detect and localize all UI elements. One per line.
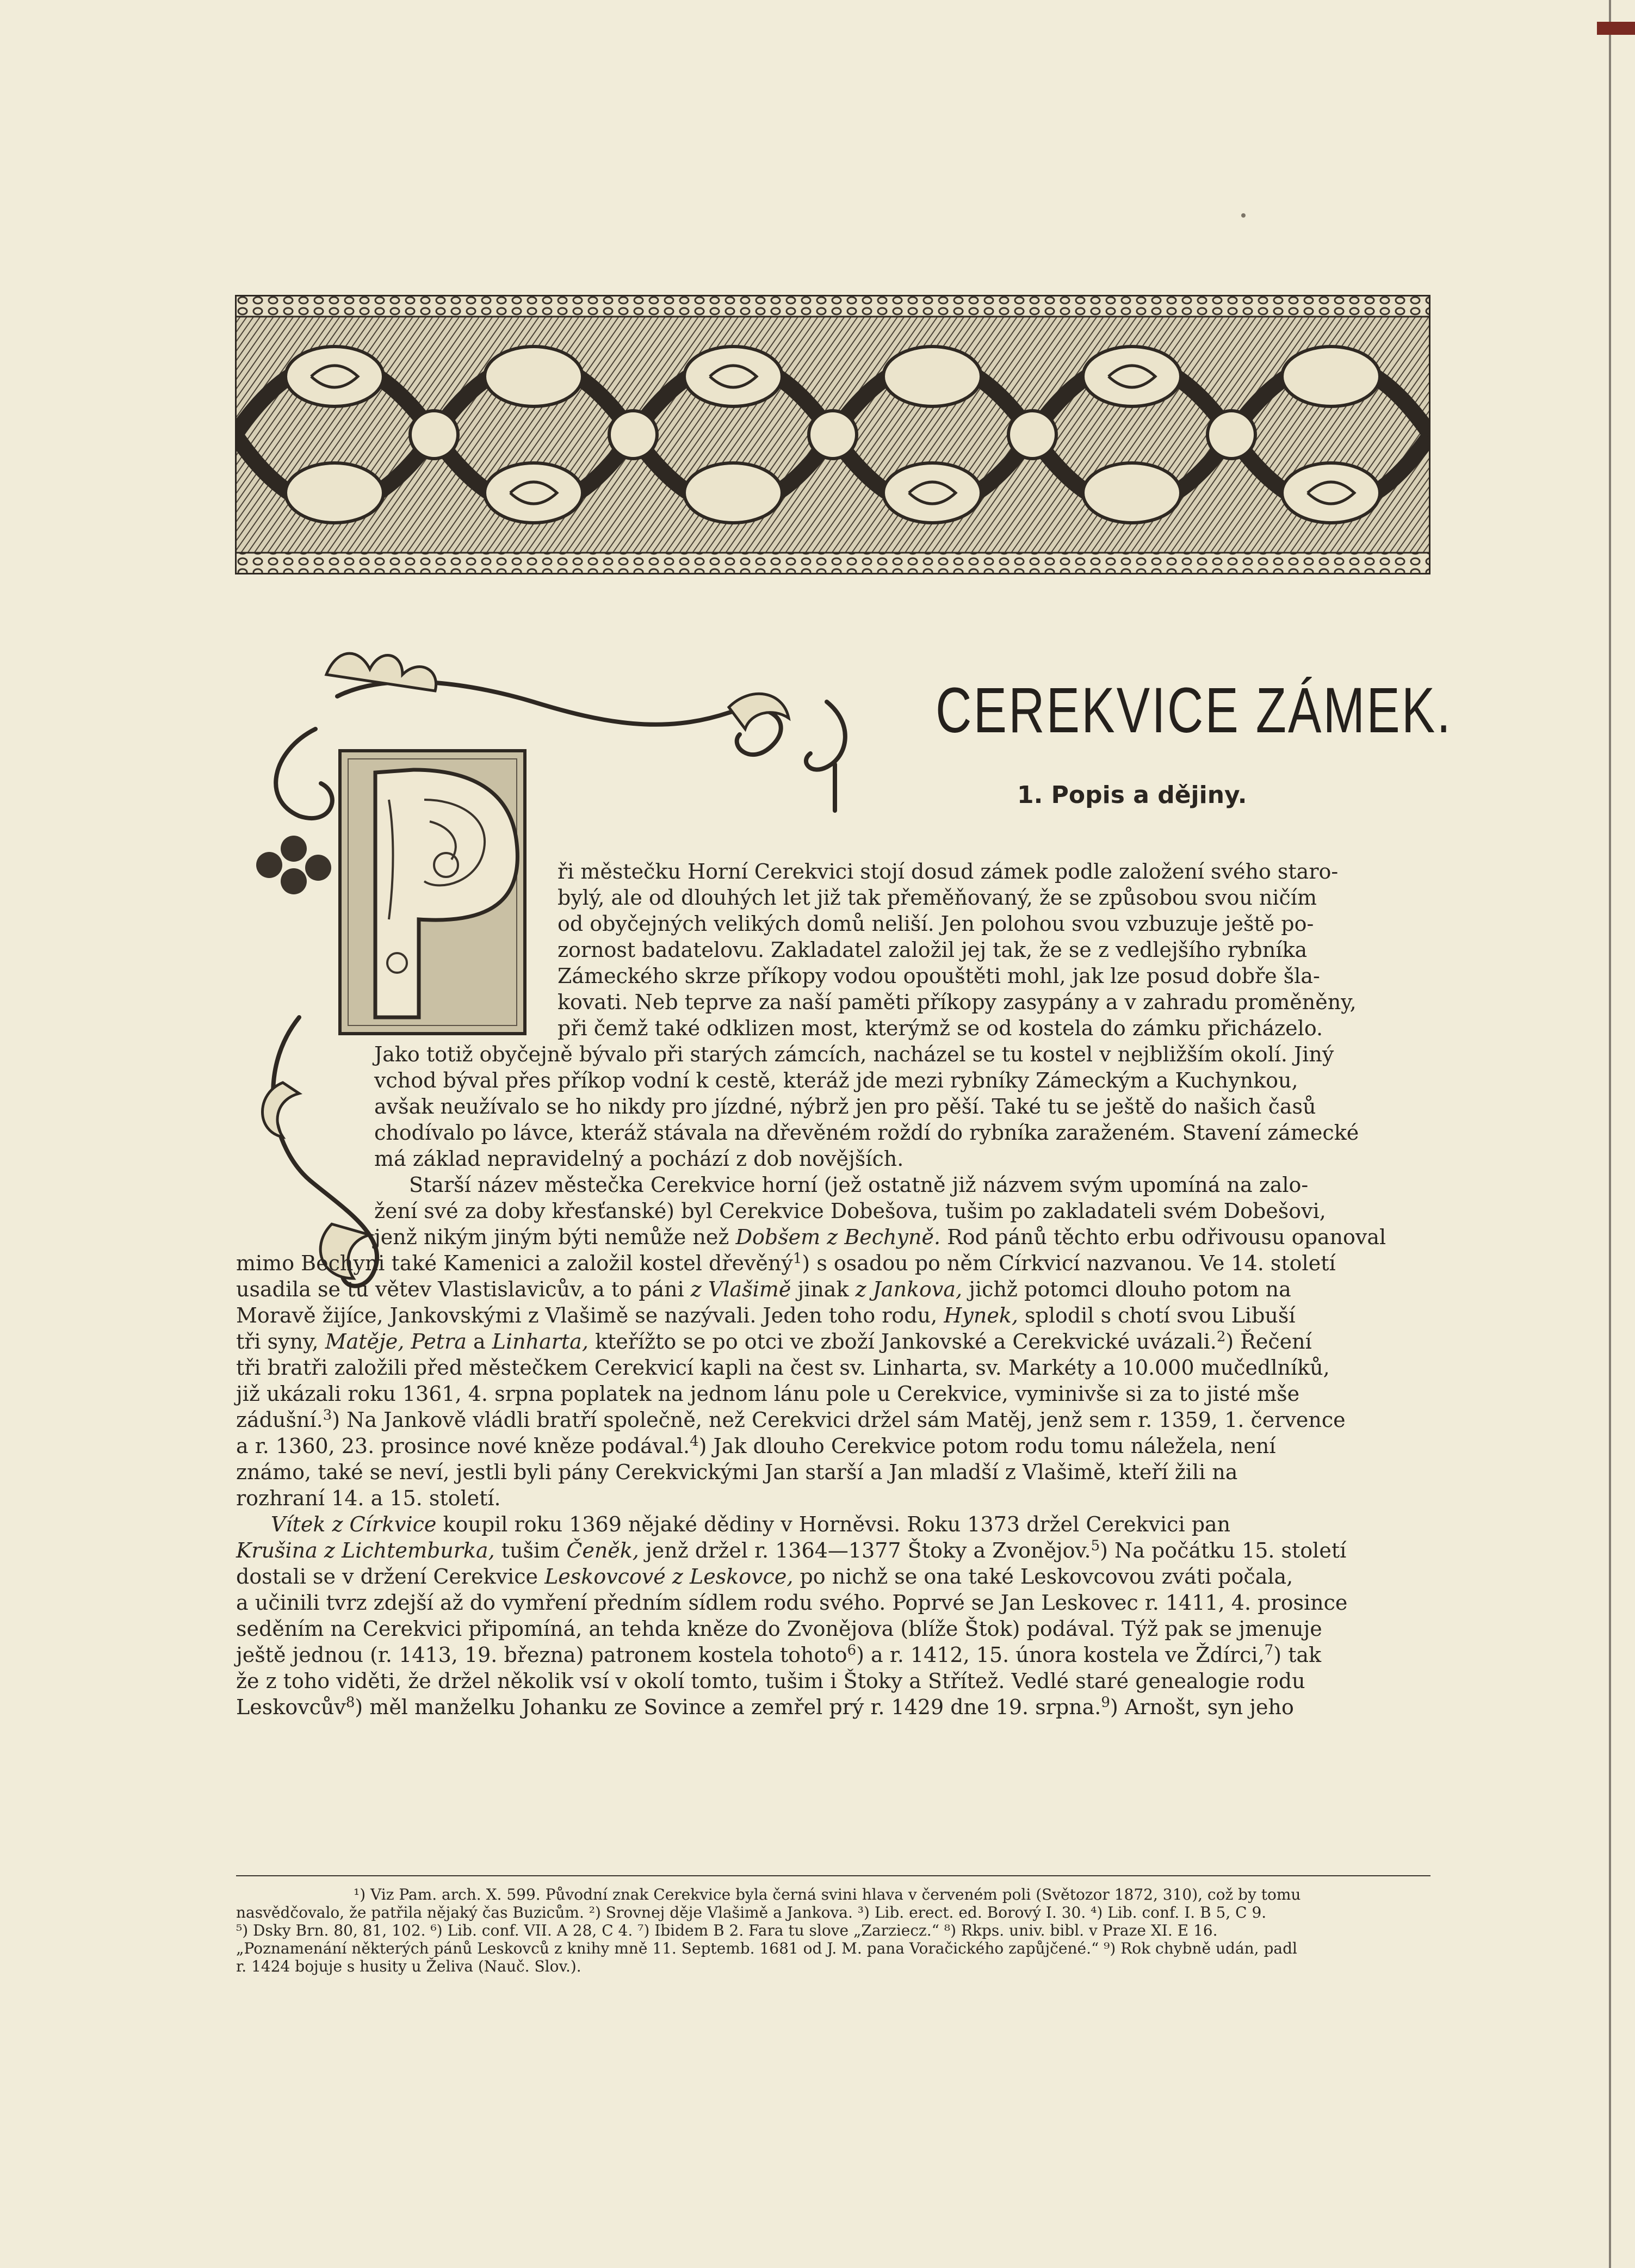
text-line: Jako totiž obyčejně bývalo při starých zámcích, nacházel se tu kostel v nejbližším okolí. Jiný — [374, 1042, 1334, 1066]
footnote-line: ⁵) Dsky Brn. 80, 81, 102. ⁶) Lib. conf. VII. A 28, C 4. ⁷) Ibidem B 2. Fara tu slove „Zarziecz.“ ⁸) Rkps. univ. bibl. v Praze XI. E 16. — [236, 1921, 1218, 1939]
text-run: tušim — [494, 1538, 567, 1562]
text-run: dostali se v držení Cerekvice — [236, 1565, 545, 1589]
text-line — [236, 1694, 1294, 1720]
text-line — [236, 1302, 1296, 1328]
page-edge — [1609, 0, 1611, 2268]
text-line: Starší název městečka Cerekvice horní (jež ostatně již názvem svým upomíná na zalo- — [409, 1173, 1309, 1197]
italic-name: Hynek, — [944, 1303, 1018, 1327]
text-run: jichž potomci dlouho potom na — [962, 1277, 1291, 1301]
text-line: od obyčejných velikých domů neliší. Jen polohou svou vzbuzuje ještě po- — [558, 912, 1314, 936]
text-line: známo, také se neví, jestli byli pány Cerekvickými Jan starší a Jan mladší z Vlašimě, kteří žili na — [236, 1460, 1238, 1484]
text-line: při čemž také odklizen most, kterýmž se od kostela do zámku přicházelo. — [558, 1016, 1323, 1040]
text-run: jenž držel r. 1364—1377 Štoky a Zvonějov. — [639, 1538, 1091, 1562]
text-run: ještě jednou (r. 1413, 19. března) patronem kostela tohoto — [236, 1643, 847, 1667]
text-run: po nichž se ona také Leskovcovou zváti počala, — [793, 1565, 1293, 1589]
text-run: Rod pánů těchto erbu odřivousu opanoval — [940, 1225, 1386, 1249]
text-line — [271, 1511, 1230, 1537]
text-line: kovati. Neb teprve za naší paměti příkopy zasypány a v zahradu proměněny, — [558, 990, 1357, 1014]
text-line — [236, 1407, 1346, 1433]
text-line: ři městečku Horní Cerekvici stojí dosud zámek podle založení svého staro- — [558, 860, 1339, 883]
text-run: tři syny, — [236, 1330, 325, 1354]
section-heading: 1. Popis a dějiny. — [1017, 781, 1247, 809]
text-line: a učinili tvrz zdejší až do vymření předním sídlem rodu svého. Poprvé se Jan Leskovec r. 1411, 4. prosince — [236, 1591, 1348, 1615]
italic-name: z Vlašimě — [690, 1277, 791, 1301]
footnote-line: nasvědčovalo, že patřila nějaký čas Buzicům. ²) Srovnej děje Vlašimě a Jankova. ³) Lib. erect. ed. Borový I. 30. ⁴) Lib. conf. I. B 5, C 9. — [236, 1904, 1267, 1921]
text-run: ) Jak dlouho Cerekvice potom rodu tomu náležela, není — [698, 1434, 1276, 1458]
italic-name: Leskovcové z Leskovce, — [544, 1565, 794, 1589]
text-line — [236, 1642, 1321, 1668]
text-line: Zámeckého skrze příkopy vodou opouštěti mohl, jak lze posud dobře šla- — [558, 964, 1320, 988]
footnote-line: ¹) Viz Pam. arch. X. 599. Původní znak Cerekvice byla černá svini hlava v červeném poli (Světozor 1872, 310), což by tomu — [354, 1886, 1301, 1904]
text-line — [236, 1250, 1336, 1276]
text-line — [236, 1537, 1346, 1564]
speck — [1241, 213, 1246, 218]
text-line: vchod býval přes příkop vodní k cestě, kteráž jde mezi rybníky Zámeckým a Kuchynkou, — [374, 1068, 1298, 1092]
text-line — [236, 1433, 1275, 1459]
text-run: usadila se tu větev Vlastislavicův, a to páni — [236, 1277, 691, 1301]
text-line — [236, 1276, 1291, 1302]
text-run: zádušní. — [236, 1408, 323, 1432]
text-line: seděním na Cerekvici připomíná, an tehda kněze do Zvonějova (blíže Štok) podával. Týž pak se jmenuje — [236, 1617, 1322, 1641]
text-line: že z toho viděti, že držel několik vsí v okolí tomto, tušim i Štoky a Střítež. Vedlé staré genealogie rodu — [236, 1669, 1305, 1693]
footnote-ref: 8 — [345, 1694, 355, 1711]
footnote-ref: 3 — [323, 1407, 332, 1424]
page-title: CEREKVICE ZÁMEK. — [936, 675, 1453, 746]
text-line: již ukázali roku 1361, 4. srpna poplatek na jednom lánu pole u Cerekvice, vyminivše si za to jisté mše — [236, 1382, 1300, 1406]
footnote-ref: 5 — [1091, 1537, 1100, 1554]
footnote-ref: 4 — [690, 1433, 699, 1450]
ribbon-marker — [1597, 22, 1635, 35]
text-line: bylý, ale od dlouhých let již tak přeměňovaný, že se způsobou svou ničím — [558, 886, 1317, 910]
arabesque-border-icon — [235, 295, 1430, 574]
text-run: ) Na Jankově vládli bratří společně, než Cerekvici držel sám Matěj, jenž sem r. 1359, 1. července — [332, 1408, 1346, 1432]
footnote-line: „Poznamenání některých pánů Leskovců z knihy mně 11. Septemb. 1681 od J. M. pana Voračického zapůjčené.“ ⁹) Rok chybně udán, padl — [236, 1939, 1297, 1957]
text-run: Moravě žijíce, Jankovskými z Vlašimě se nazývali. Jeden toho rodu, — [236, 1303, 944, 1327]
text-line — [236, 1564, 1293, 1590]
text-line: žení své za doby křesťanské) byl Cerekvice Dobešova, tušim po zakladateli svém Dobešovi, — [374, 1199, 1326, 1223]
text-run: mimo Bechyni také Kamenici a založil kostel dřevěný — [236, 1251, 793, 1275]
footnote-ref: 9 — [1101, 1694, 1110, 1711]
italic-name: Krušina z Lichtemburka, — [236, 1538, 495, 1562]
text-run: jinak — [791, 1277, 856, 1301]
text-run: ) Arnošt, syn jeho — [1110, 1695, 1294, 1719]
text-run: splodil s chotí svou Libuší — [1018, 1303, 1296, 1327]
text-run: ) tak — [1273, 1643, 1322, 1667]
text-run: a r. 1360, 23. prosince nové kněze podával. — [236, 1434, 690, 1458]
text-line: avšak neužívalo se ho nikdy pro jízdné, nýbrž jen pro pěší. Také tu se ještě do našich časů — [374, 1095, 1316, 1118]
text-line: tři bratři založili před městečkem Cerekvicí kapli na čest sv. Linharta, sv. Markéty a 10.000 mučedlníků, — [236, 1356, 1330, 1380]
footnote-line: r. 1424 bojuje s husity u Želiva (Nauč. Slov.). — [236, 1957, 581, 1975]
text-line: chodívalo po lávce, kteráž stávala na dřevěném roždí do rybníka zaraženém. Stavení zámecké — [374, 1121, 1359, 1145]
italic-name: Čeněk, — [566, 1538, 639, 1562]
text-run: Leskovcův — [236, 1695, 346, 1719]
footnote-ref: 7 — [1264, 1642, 1274, 1659]
footnote-ref: 1 — [792, 1250, 802, 1267]
footnote-ref: 2 — [1216, 1328, 1226, 1345]
text-line: rozhraní 14. a 15. století. — [236, 1486, 501, 1510]
text-line: má základ nepravidelný a pochází z dob novějších. — [374, 1147, 904, 1171]
text-run: a — [466, 1330, 492, 1354]
italic-name: Linharta, — [492, 1330, 589, 1354]
text-run: jenž nikým jiným býti nemůže než — [374, 1225, 736, 1249]
text-run: ) s osadou po něm Církvicí nazvanou. Ve 14. století — [802, 1251, 1336, 1275]
text-line: zornost badatelovu. Zakladatel založil jej tak, že se z vedlejšího rybníka — [558, 938, 1308, 962]
italic-name: z Jankova, — [855, 1277, 963, 1301]
text-run: ) Řečení — [1225, 1330, 1312, 1354]
text-run: kteřížto se po otci ve zboží Jankovské a Cerekvické uvázali. — [588, 1330, 1217, 1354]
italic-name: Vítek z Církvice — [271, 1512, 437, 1536]
italic-name: Matěje, Petra — [325, 1330, 467, 1354]
text-run: ) a r. 1412, 15. února kostela ve Ždírci, — [856, 1643, 1265, 1667]
text-line — [374, 1224, 1386, 1250]
footnote-divider — [236, 1875, 1430, 1876]
text-line — [236, 1328, 1312, 1355]
text-run: ) měl manželku Johanku ze Sovince a zemřel prý r. 1429 dne 19. srpna. — [355, 1695, 1101, 1719]
italic-name: Dobšem z Bechyně. — [735, 1225, 941, 1249]
footnote-ref: 6 — [847, 1642, 857, 1659]
text-run: koupil roku 1369 nějaké dědiny v Horněvsi. Roku 1373 držel Cerekvici pan — [436, 1512, 1231, 1536]
text-run: ) Na počátku 15. století — [1100, 1538, 1347, 1562]
